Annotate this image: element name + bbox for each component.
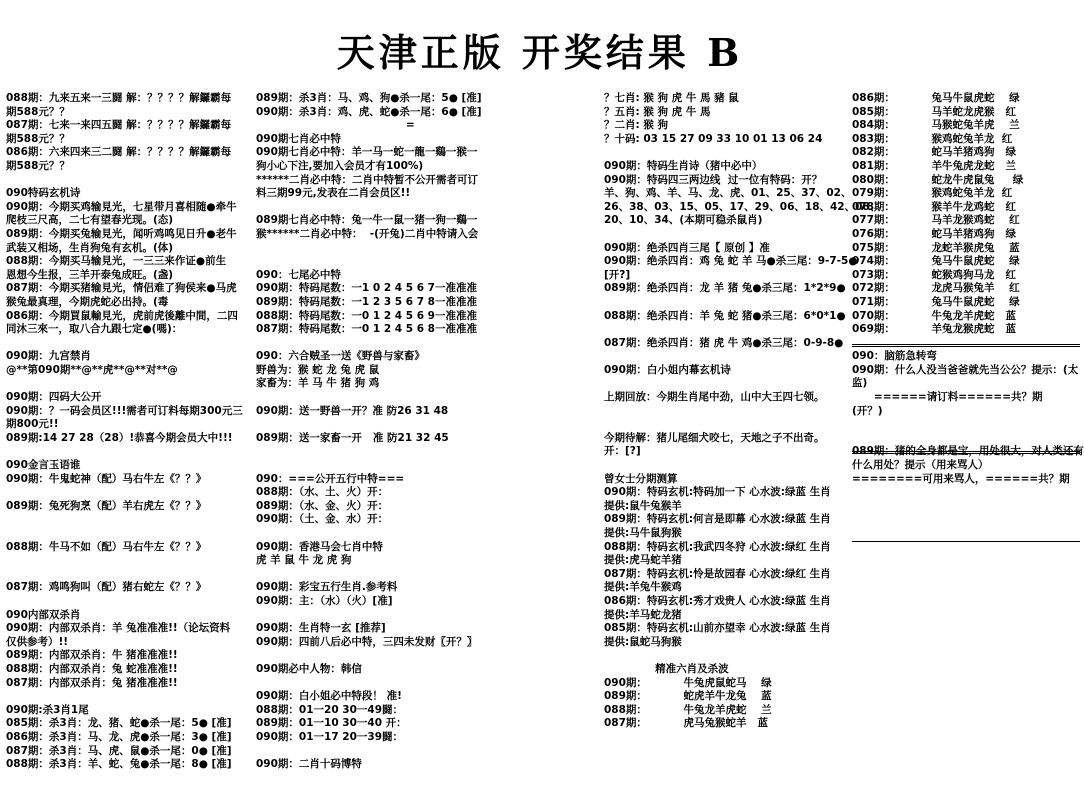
text-line: 上期回放：今期生肖尾中劲，山中大王四七领。 <box>604 391 825 404</box>
text-line <box>604 228 840 242</box>
text-line: 090期：二肖十码博特 <box>256 758 362 771</box>
text-line: 089期七肖必中特：兔一牛一鼠一猪一狗一鷄一 <box>256 214 478 227</box>
text-line <box>256 745 488 759</box>
text-line: 090期：特码尾数：一1 0 2 4 5 6 7一准准准 <box>256 282 477 295</box>
text-line: 仅供参考）!! <box>6 635 69 648</box>
text-line <box>6 174 248 188</box>
text-line: 猴兔最真理，今期虎蛇必出持。(毒 <box>6 295 169 308</box>
text-line: 090期：特码玄机:特码加一下 心水波:绿蓝 生肖 <box>604 486 831 499</box>
text-line: 089期：特码玄机:何言是即幕 心水波:绿蓝 生肖 <box>604 513 831 526</box>
text-line <box>256 445 488 459</box>
text-line: 曾女士分期测算 <box>604 472 678 485</box>
text-line <box>604 323 840 337</box>
text-line: 今期待解：猪儿尾细犬咬七，天地之子不出奇。 <box>604 431 825 444</box>
text-line: 084期： 马猴蛇兔羊虎 兰 <box>852 119 1020 132</box>
text-line <box>256 677 488 691</box>
text-line: 提供:羊兔牛猴鸡 <box>604 581 682 594</box>
text-line: @**第090期**@**虎**@**对**@ <box>6 363 178 376</box>
text-line: ？二肖: 猴 狗 <box>604 119 669 132</box>
text-line: 089期:14 27 28（28）!恭喜今期会员大中!!! <box>6 431 233 444</box>
text-line: 090：脑筋急转弯 <box>852 350 937 363</box>
divider <box>852 541 1080 542</box>
text-line: 090期：九宫禁肖 <box>6 350 91 363</box>
text-line <box>604 459 840 473</box>
text-line: 086期：今期買鼠輸見光，虎前虎後離中間，二四 <box>6 309 238 322</box>
text-line: 086期：杀3肖：马、龙、虎●杀一尾：3● [准] <box>6 730 232 743</box>
text-line: 073期： 蛇猴鸡狗马龙 红 <box>852 268 1016 281</box>
text-line: (开？) <box>852 404 883 417</box>
text-line: 猴******二肖必中特： -(开兔)二肖中特请入会 <box>256 227 479 240</box>
text-line: 090期必中人物：韩信 <box>256 662 362 675</box>
text-line: 090期：香港马会七肖中特 <box>256 540 383 553</box>
text-line <box>256 459 488 473</box>
text-line <box>6 568 248 582</box>
text-line: 090期：绝杀四肖：鸡 兔 蛇 羊 马●杀三尾：9-7-5● <box>604 255 858 268</box>
text-line: 081期： 羊牛兔虎龙蛇 兰 <box>852 159 1016 172</box>
text-line <box>256 568 488 582</box>
text-line: 期800元!! <box>6 418 59 431</box>
text-line: 089期：猪的全身都是宝，用处很大，对人类还有 <box>852 445 1084 458</box>
text-line: 075期： 龙蛇羊猴虎兔 蓝 <box>852 241 1020 254</box>
text-line: 088期：杀3肖：羊、蛇、兔●杀一尾：8● [准] <box>6 758 232 771</box>
text-line: 076期： 蛇马羊猪鸡狗 绿 <box>852 227 1016 240</box>
column-4 <box>852 92 1084 792</box>
text-line: 090：七尾必中特 <box>256 268 341 281</box>
text-line: 090期：主：（水）（火）[准] <box>256 594 393 607</box>
text-line: 087期：绝杀四肖：猪 虎 牛 鸡●杀三尾：0-9-8● <box>604 336 844 349</box>
text-line: 提供:鼠蛇马狗猴 <box>604 635 682 648</box>
text-line: 狗小心下注,要加入会员才有100%) <box>256 159 424 172</box>
text-line: 090期：特码四三两边线 过一位有特码：开？ <box>604 173 823 186</box>
text-line: 090金言玉语谁 <box>6 459 81 472</box>
text-line <box>256 242 488 256</box>
text-line: 野兽为：猴 蛇 龙 兔 虎 鼠 <box>256 363 380 376</box>
text-line <box>604 418 840 432</box>
text-line: 085期：特码玄机:山前亦望幸 心水波:绿蓝 生肖 <box>604 622 831 635</box>
text-line: 086期：六来四来三二闘 解：？？？？解鑼霸每 <box>6 146 232 159</box>
text-line: 090期:杀3肖1尾 <box>6 703 89 716</box>
text-line: 090期：绝杀四肖三尾【 原创 】准 <box>604 241 770 254</box>
text-line <box>6 595 248 609</box>
text-line: 088期：绝杀四肖：羊 兔 蛇 猪●杀三尾：6*0*1● <box>604 309 846 322</box>
text-line: 089期：（水、金、火）开： <box>256 499 389 512</box>
text-line: 072期： 龙虎马猴兔羊 红 <box>852 282 1020 295</box>
text-line: 087期：鸡鸣狗叫（配）猪右蛇左《？？》 <box>6 581 207 594</box>
text-line: 同沐三來一，取八合九跟七定●(嗎)： <box>6 323 183 336</box>
text-line <box>852 432 1080 446</box>
text-line: 090期：杀3肖：鸡、虎、蛇●杀一尾：6● [准] <box>256 105 482 118</box>
divider <box>852 453 1080 454</box>
text-line: 090内部双杀肖 <box>6 608 81 621</box>
text-line: 090期：？一码会员区!!!需者可订料每期300元三 <box>6 404 243 417</box>
text-line: 090期：今期买鸡输見光，七星带月喜相随●牵牛 <box>6 200 237 213</box>
text-line: 071期： 兔马牛鼠虎蛇 绿 <box>852 295 1020 308</box>
text-line: 089期：送一家畜一开 准 防21 32 45 <box>256 431 449 444</box>
text-line: 088期：内部双杀肖：兔 蛇准准准!! <box>6 662 178 675</box>
text-line: 086期： 兔马牛鼠虎蛇 绿 <box>852 92 1020 104</box>
text-line <box>256 527 488 541</box>
column-2 <box>256 92 488 792</box>
text-line <box>6 377 248 391</box>
text-line: 26、38、03、15、05、17、29、06、18、42、08、 <box>604 200 881 213</box>
text-line: 什么用处？提示（用来骂人） <box>852 459 989 472</box>
text-line: 086期：特码玄机:秀才戏贵人 心水波:绿蓝 生肖 <box>604 594 831 607</box>
text-line: 089期：01一10 30一40 开： <box>256 717 407 730</box>
text-line <box>604 649 840 663</box>
text-line: 羊、狗、鸡、羊、马、龙、虎、01、25、37、02、 <box>604 187 852 200</box>
text-line: 085期： 马羊蛇龙虎猴 红 <box>852 105 1016 118</box>
text-line: ******二肖必中特：二肖中特暂不公开需者可订 <box>256 173 478 186</box>
text-line: 090期：白小姐内幕玄机诗 <box>604 363 731 376</box>
text-line <box>6 337 248 351</box>
text-line <box>604 377 840 391</box>
text-line <box>6 513 248 527</box>
text-line: 085期：杀3肖：龙、猪、蛇●杀一尾：5● [准] <box>6 717 232 730</box>
text-line: 提供:马牛鼠狗猴 <box>604 527 682 539</box>
text-line <box>256 337 488 351</box>
text-line: 期588元？？ <box>6 159 70 172</box>
text-line: 088期：牛马不如（配）马右牛左《？？》 <box>6 540 207 553</box>
text-line: 料三期99元,发表在二肖会员区!! <box>256 187 411 200</box>
text-line: 090期：牛鬼蛇神（配）马右牛左《？？》 <box>6 472 207 485</box>
text-line: ========可用来骂人，======共？期 <box>852 472 1070 485</box>
text-line: 089期：绝杀四肖：龙 羊 猪 兔●杀三尾：1*2*9● <box>604 282 846 295</box>
text-line <box>604 405 840 419</box>
text-line <box>256 201 488 215</box>
text-line: 武装又相场，生肖狗兔有玄机。(体) <box>6 241 174 254</box>
text-line: 088期： 牛兔龙羊虎蛇 兰 <box>604 703 772 716</box>
text-line: 087期： 虎马兔猴蛇羊 蓝 <box>604 717 768 730</box>
text-line: 虎 羊 鼠 牛 龙 虎 狗 <box>256 554 352 567</box>
text-line: 精准六肖及杀波 <box>604 662 729 675</box>
text-line <box>604 350 840 364</box>
text-line: 090期：内部双杀肖：羊 兔准准准!!（论坛资料 <box>6 622 231 635</box>
text-line: 监) <box>852 377 868 390</box>
text-line: 090期七肖必中特 <box>256 132 341 145</box>
text-line: 080期： 蛇龙牛虎鼠兔 绿 <box>852 173 1024 186</box>
text-line: 090期：四前八后必中特，三四未发财〖开？〗 <box>256 635 478 648</box>
text-line: 088期：01一20 30一49闘： <box>256 703 404 716</box>
text-line: 恩想今生报，三羊开泰兔成旺。(盏) <box>6 268 174 281</box>
text-line <box>6 554 248 568</box>
text-line: 087期：七来一来四五闘 解：？？？？解鑼霸每 <box>6 119 232 132</box>
text-line: 087期：特码玄机:怜是故园春 心水波:绿红 生肖 <box>604 567 831 580</box>
text-line: 爬枝三尺高，二七有望春光现。(态) <box>6 214 174 227</box>
text-line: 家畜为：羊 马 牛 猪 狗 鸡 <box>256 377 380 390</box>
text-line: 090期：送一野兽一开？准 防26 31 48 <box>256 404 449 417</box>
text-line: ？七肖: 猴 狗 虎 牛 馬 豬 鼠 <box>604 92 739 104</box>
text-line <box>6 445 248 459</box>
text-line: 078期： 猴羊牛龙鸡蛇 红 <box>852 200 1016 213</box>
text-line <box>6 690 248 704</box>
text-line: 期588元？？ <box>6 105 70 118</box>
text-line <box>6 486 248 500</box>
text-line: 088期：九来五来一三闘 解：？？？？解鑼霸每 <box>6 92 232 104</box>
text-line: 089期：杀3肖：马、鸡、狗●杀一尾：5● [准] <box>256 92 482 104</box>
column-1 <box>6 92 248 792</box>
text-line: 开：[?] <box>604 445 641 458</box>
text-line: 期588元？？ <box>6 132 70 145</box>
text-line: 088期：今期买马输見光，一三三来作证●前生 <box>6 255 227 268</box>
text-line: 090期：特码生肖诗（猪中必中） <box>604 159 763 172</box>
text-line: 070期： 牛兔龙羊虎蛇 蓝 <box>852 309 1016 322</box>
text-line: 提供:鼠牛兔猴羊 <box>604 499 682 512</box>
text-line: 090期：四码大公开 <box>6 391 102 404</box>
text-line: = <box>256 119 415 132</box>
text-line: 087期：内部双杀肖：兔 猪准准准!! <box>6 676 178 689</box>
text-line: 提供:羊马蛇龙猪 <box>604 608 682 621</box>
text-line <box>604 296 840 310</box>
text-line: 090期：白小姐必中特段！ 准! <box>256 690 402 703</box>
text-line: 077期： 马羊龙猴鸡蛇 红 <box>852 214 1020 227</box>
text-line: 089期：内部双杀肖：牛 猪准准准!! <box>6 649 178 662</box>
text-line <box>256 649 488 663</box>
text-line: 079期： 猴鸡蛇兔羊龙 红 <box>852 187 1013 200</box>
text-line: ======请订料======共？期 <box>852 391 1043 404</box>
text-line: 087期：今期买猪输見光，情侣难了狗侯来●马虎 <box>6 282 237 295</box>
text-line: 090期：生肖特一玄 [推荐] <box>256 622 386 635</box>
text-line: 088期：特码尾数：一0 1 2 4 5 6 9一准准准 <box>256 309 477 322</box>
text-line: 069期： 羊兔龙猴虎蛇 蓝 <box>852 323 1016 336</box>
text-line: 090期七肖必中特：羊一马一蛇一龍一鷄一猴一 <box>256 146 478 159</box>
text-line <box>852 418 1080 432</box>
text-line: 090期：01一17 20一39闘： <box>256 730 404 743</box>
text-line: 090：===公开五行中特=== <box>256 472 405 485</box>
text-line: 087期：特码尾数：一0 1 2 4 5 6 8一准准准 <box>256 323 477 336</box>
page-title: 天津正版 开奖结果 B <box>336 30 744 75</box>
text-line: 088期：（水、土、火）开： <box>256 486 389 499</box>
text-line: 089期： 蛇虎羊牛龙兔 蓝 <box>604 690 772 703</box>
text-line: 082期： 蛇马羊猪鸡狗 绿 <box>852 146 1016 159</box>
text-line: 089期：特码尾数：一1 2 3 5 6 7 8一准准准 <box>256 295 477 308</box>
text-line: 提供:虎马蛇羊猪 <box>604 554 682 567</box>
text-line <box>256 255 488 269</box>
text-line: 090期：（土、金、水）开： <box>256 513 389 526</box>
text-line: 20、10、34、(本期可稳杀鼠肖) <box>604 214 763 227</box>
text-line: 089期：今期买兔输見光，闻听鸡鸣见日升●老牛 <box>6 227 237 240</box>
divider <box>852 451 1080 452</box>
text-line <box>604 146 840 160</box>
text-line: 090特码玄机诗 <box>6 187 81 200</box>
column-3 <box>604 92 881 792</box>
text-line: 088期：特码玄机:我武四冬狩 心水波:绿红 生肖 <box>604 540 831 553</box>
text-line: 074期： 兔马牛鼠虎蛇 绿 <box>852 255 1020 268</box>
text-line <box>6 527 248 541</box>
text-line: 090期：彩宝五行生肖.参考料 <box>256 581 398 594</box>
text-line: 083期： 猴鸡蛇兔羊龙 红 <box>852 132 1013 145</box>
text-line: [开?] <box>604 268 631 281</box>
text-line: 089期：兔死狗烹（配）羊右虎左《？？》 <box>6 499 207 512</box>
text-line: 090期：什么人没当爸爸就先当公公？提示：(太 <box>852 363 1079 376</box>
text-line: 087期：杀3肖：马、虎、鼠●杀一尾：0● [准] <box>6 744 232 757</box>
divider <box>852 344 1080 345</box>
text-line: 090：六合贼圣一送《野兽与家畜》 <box>256 350 425 363</box>
text-line: ？十码: 03 15 27 09 33 10 01 13 06 24 <box>604 132 823 145</box>
text-line <box>256 418 488 432</box>
text-line <box>256 391 488 405</box>
text-line: ？五肖: 猴 狗 虎 牛 馬 <box>604 105 711 118</box>
divider <box>852 346 1080 347</box>
text-line: 090期： 牛兔虎鼠蛇马 绿 <box>604 676 772 689</box>
text-line <box>256 609 488 623</box>
